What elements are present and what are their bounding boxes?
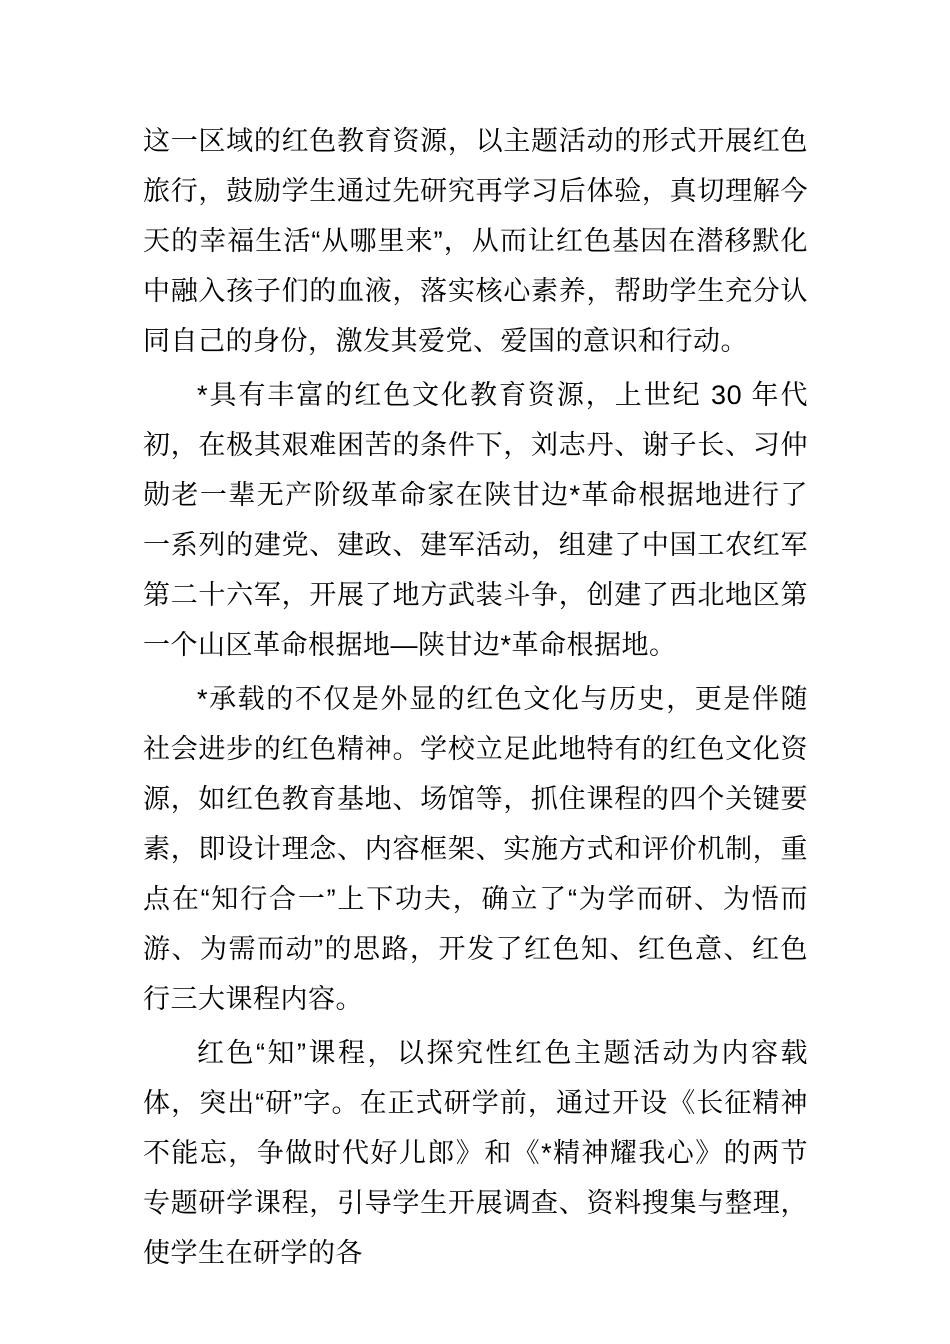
paragraph-red-spirit-curriculum: *承载的不仅是外显的红色文化与历史，更是伴随社会进步的红色精神。学校立足此地特有的红色文化资源，如红色教育基地、场馆等，抓住课程的四个关键要素，即设计理念、内容框架、实施方式和评价机制，重点在“知行合一”上下功夫，确立了“为学而研、为悟而游、为需而动”的思路，开发了红色知、红色意、红色行三大课程内容。 [143, 684, 808, 1014]
paragraph-red-culture-resources: *具有丰富的红色文化教育资源，上世纪 30 年代初，在极其艰难困苦的条件下，刘志丹、谢子长、习仲勋老一辈无产阶级革命家在陕甘边*革命根据地进行了一系列的建党、建政、建军活动，组建了中国工农红军第二十六军，开展了地方武装斗争，创建了西北地区第一个山区革命根据地—陕甘边*革命根据地。 [143, 380, 808, 660]
paragraph-red-knowledge-course: 红色“知”课程，以探究性红色主题活动为内容载体，突出“研”字。在正式研学前，通过开设《长征精神不能忘，争做时代好儿郎》和《*精神耀我心》的两节专题研学课程，引导学生开展调查、资料搜集与整理，使学生在研学的各 [143, 1038, 808, 1268]
paragraph-continued: 这一区域的红色教育资源，以主题活动的形式开展红色旅行，鼓励学生通过先研究再学习后体验，真切理解今天的幸福生活“从哪里来”，从而让红色基因在潜移默化中融入孩子们的血液，落实核心素养，帮助学生充分认同自己的身份，激发其爱党、爱国的意识和行动。 [143, 126, 808, 356]
